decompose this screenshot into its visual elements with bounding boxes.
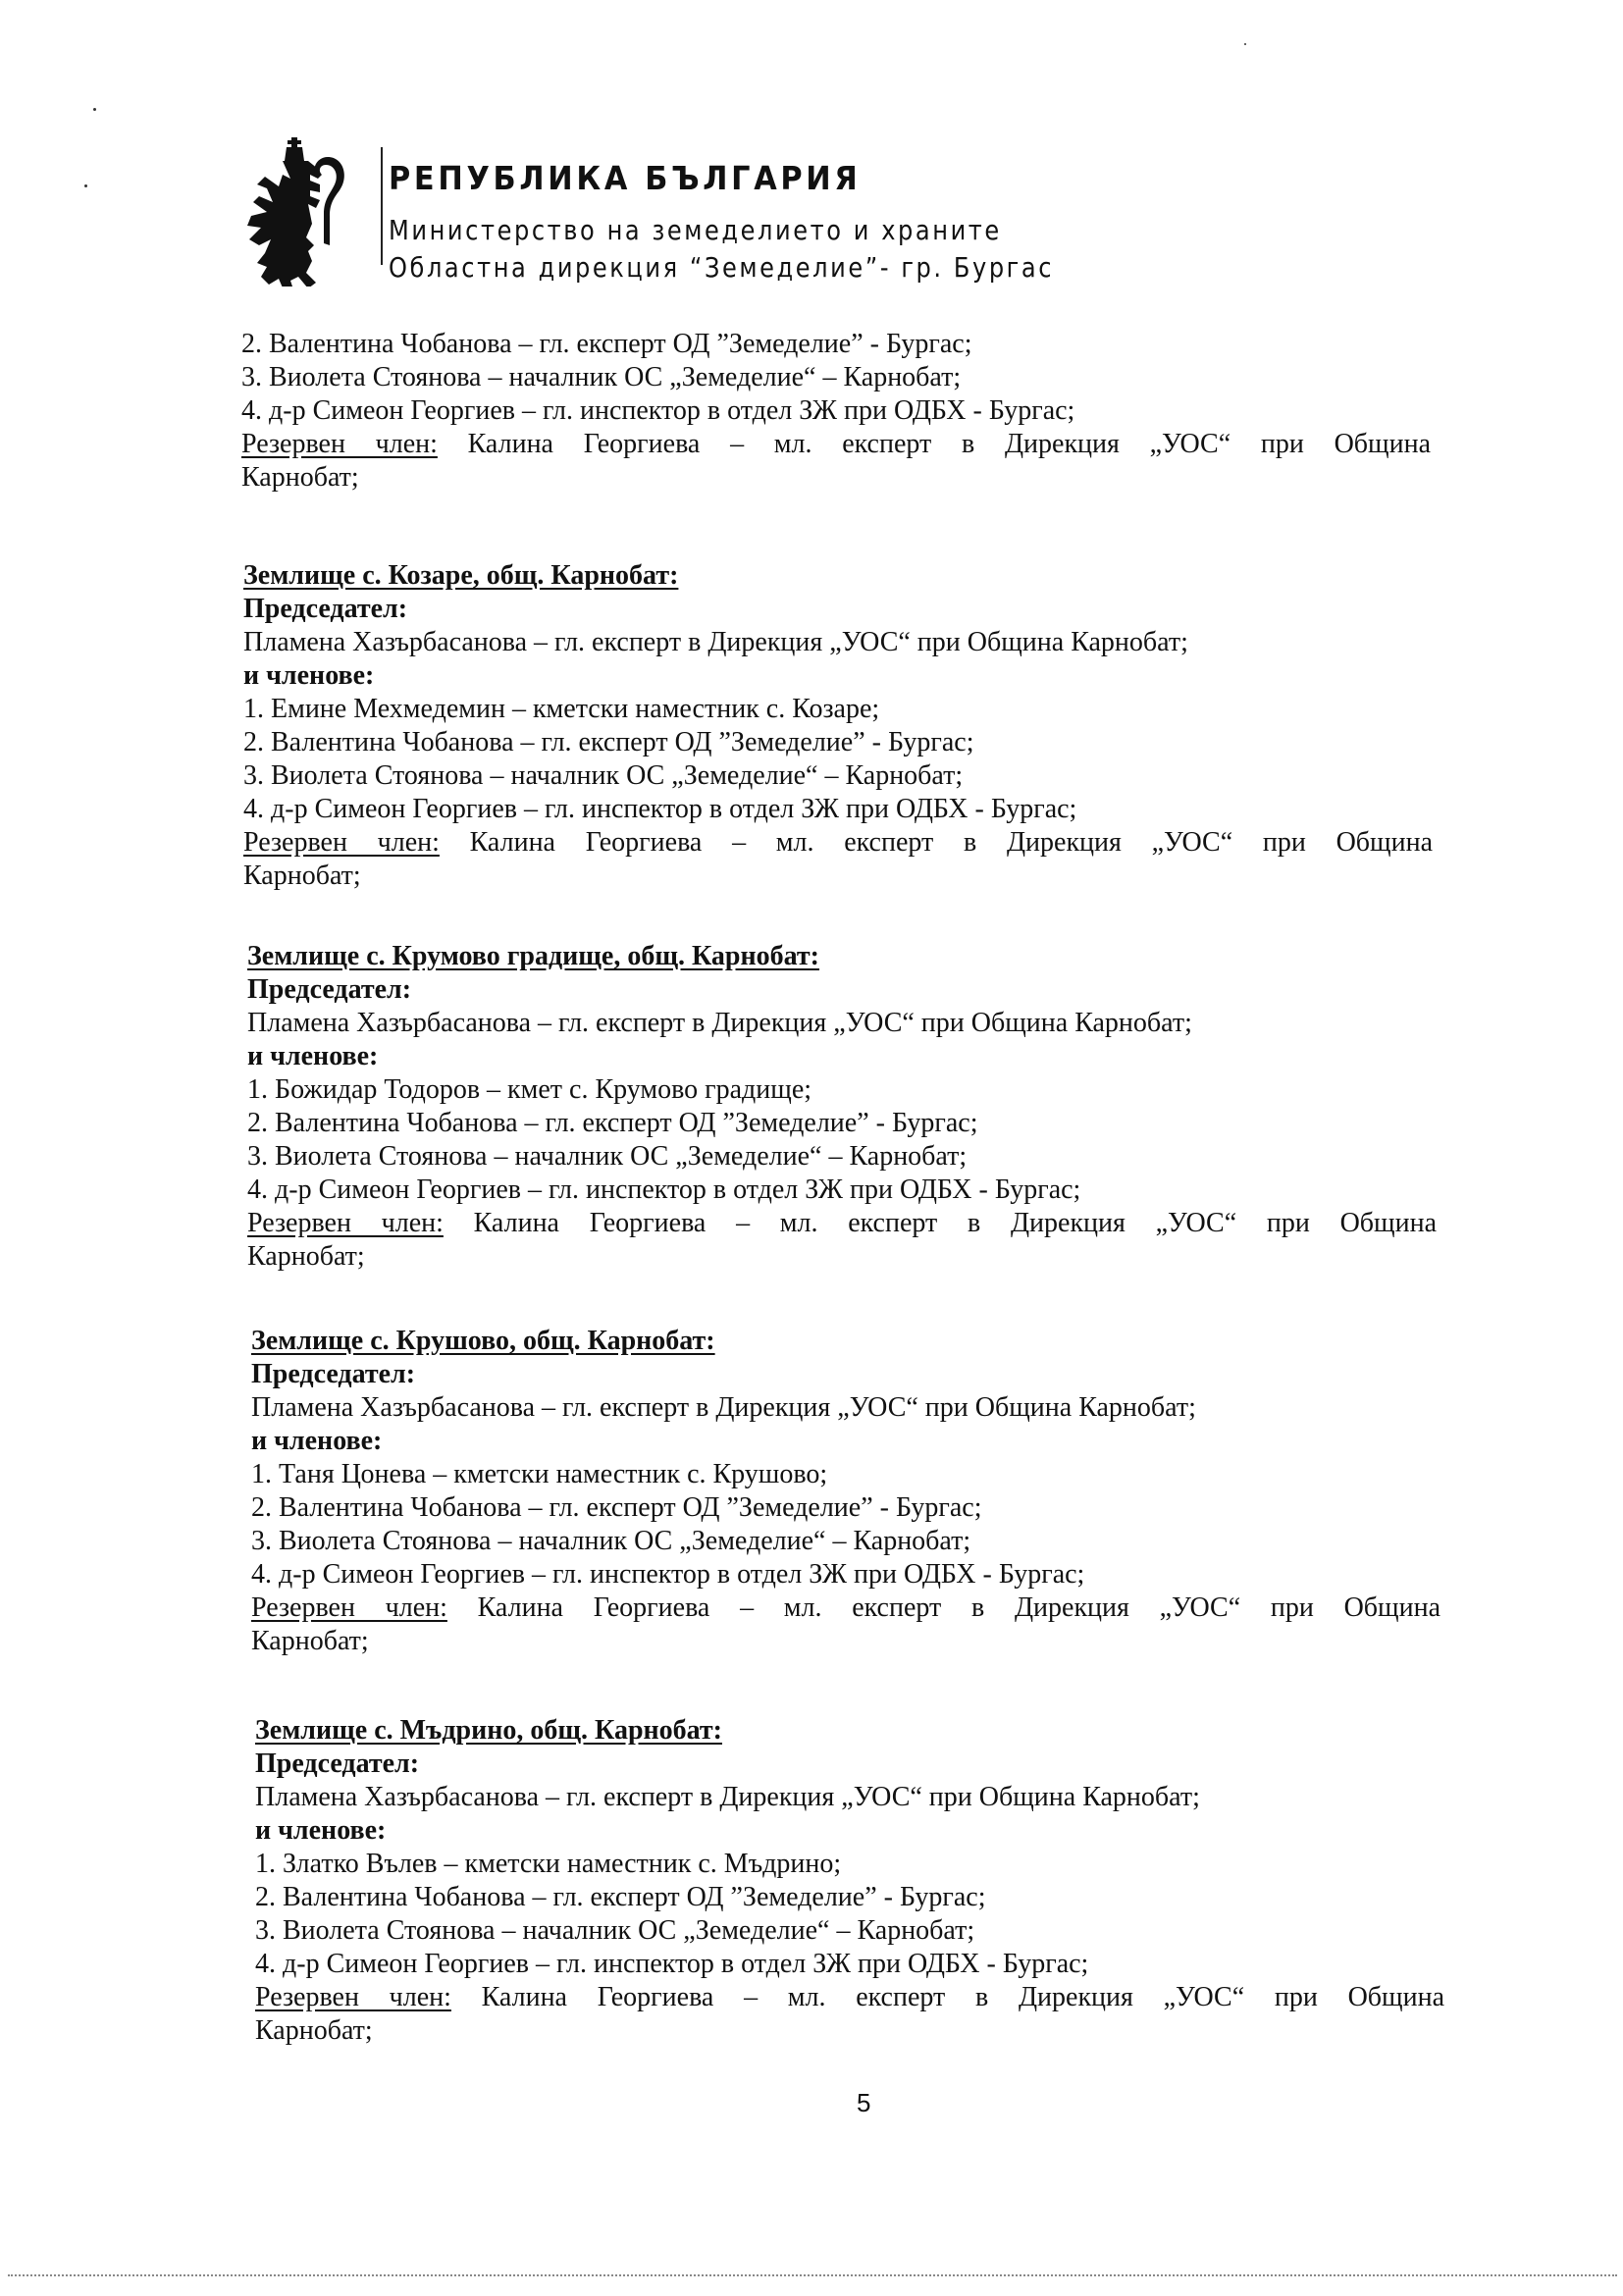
- chair-line: Пламена Хазърбасанова – гл. експерт в Дирекция „УОС“ при Община Карнобат;: [255, 1782, 1200, 1812]
- section-krushovo: [251, 1313, 1458, 1658]
- reserve-text: Калина Георгиева – мл. експерт в Дирекция „УОС“ при Община: [437, 429, 1431, 459]
- section-kozare: [243, 544, 1450, 893]
- member-line: 4. д-р Симеон Георгиев – гл. инспектор в отдел ЗЖ при ОДБХ - Бургас;: [251, 1559, 1085, 1590]
- scan-speck: [1244, 43, 1246, 45]
- chair-label: Председател:: [255, 1748, 420, 1779]
- chair-label: Председател:: [251, 1359, 416, 1389]
- chair-label: Председател:: [243, 594, 408, 624]
- reserve-label: Резервен член:: [255, 1982, 451, 2012]
- member-line: 3. Виолета Стоянова – началник ОС „Земеделие“ – Карнобат;: [251, 1526, 971, 1556]
- reserve-member-tail: Карнобат;: [255, 2015, 373, 2046]
- scan-speck: [84, 184, 87, 187]
- scan-edge-line: [8, 2274, 1617, 2276]
- reserve-member-tail: Карнобат;: [247, 1241, 365, 1272]
- member-line: 2. Валентина Чобанова – гл. експерт ОД ”Земеделие” - Бургас;: [247, 1108, 978, 1138]
- chair-line: Пламена Хазърбасанова – гл. експерт в Дирекция „УОС“ при Община Карнобат;: [247, 1008, 1192, 1038]
- letterhead-divider: [381, 147, 383, 265]
- member-line: 4. д-р Симеон Георгиев – гл. инспектор в отдел ЗЖ при ОДБХ - Бургас;: [241, 395, 1075, 426]
- chair-line: Пламена Хазърбасанова – гл. експерт в Дирекция „УОС“ при Община Карнобат;: [243, 627, 1188, 657]
- members-label: и членове:: [251, 1426, 383, 1456]
- member-line: 3. Виолета Стоянова – началник ОС „Земеделие“ – Карнобат;: [247, 1141, 968, 1172]
- members-label: и членове:: [255, 1815, 387, 1846]
- scan-speck: [93, 108, 96, 111]
- members-label: и членове:: [247, 1041, 379, 1071]
- reserve-member-tail: Карнобат;: [251, 1626, 369, 1656]
- members-label: и членове:: [243, 660, 375, 691]
- reserve-text: Калина Георгиева – мл. експерт в Дирекция „УОС“ при Община: [446, 1592, 1440, 1623]
- reserve-label: Резервен член:: [243, 827, 440, 858]
- section-madrino: [255, 1702, 1462, 2048]
- reserve-member-tail: Карнобат;: [241, 462, 359, 493]
- member-line: 1. Таня Цонева – кметски наместник с. Крушово;: [251, 1459, 828, 1489]
- member-line: 2. Валентина Чобанова – гл. експерт ОД ”Земеделие” - Бургас;: [255, 1882, 986, 1912]
- member-line: 3. Виолета Стоянова – началник ОС „Земеделие“ – Карнобат;: [255, 1915, 975, 1946]
- section-title: Землище с. Козаре, общ. Карнобат:: [243, 560, 679, 591]
- reserve-text: Калина Георгиева – мл. експерт в Дирекция „УОС“ при Община: [443, 1208, 1437, 1238]
- member-line: 1. Златко Вълев – кметски наместник с. Мъдрино;: [255, 1849, 842, 1879]
- reserve-label: Резервен член:: [247, 1208, 444, 1238]
- letterhead-ministry: Министерство на земеделието и храните: [389, 214, 1002, 246]
- member-line: 4. д-р Симеон Георгиев – гл. инспектор в отдел ЗЖ при ОДБХ - Бургас;: [247, 1174, 1081, 1205]
- member-line: 3. Виолета Стоянова – началник ОС „Земеделие“ – Карнобат;: [243, 760, 964, 791]
- bulgarian-lion-emblem-icon: [237, 137, 353, 287]
- chair-line: Пламена Хазърбасанова – гл. експерт в Дирекция „УОС“ при Община Карнобат;: [251, 1392, 1196, 1423]
- page-number: 5: [857, 2088, 871, 2117]
- section-title: Землище с. Мъдрино, общ. Карнобат:: [255, 1715, 722, 1746]
- letterhead-country: РЕПУБЛИКА БЪЛГАРИЯ: [389, 159, 862, 197]
- letterhead-directorate: Областна дирекция “Земеделие”- гр. Бургас: [389, 251, 1055, 284]
- reserve-member-line: [247, 1207, 1437, 1240]
- reserve-member-line: [251, 1592, 1440, 1625]
- reserve-label: Резервен член:: [251, 1592, 447, 1623]
- chair-label: Председател:: [247, 974, 412, 1005]
- member-line: 1. Божидар Тодоров – кмет с. Крумово градище;: [247, 1074, 812, 1105]
- reserve-text: Калина Георгиева – мл. експерт в Дирекция „УОС“ при Община: [439, 827, 1433, 858]
- reserve-member-tail: Карнобат;: [243, 861, 361, 891]
- member-line: 2. Валентина Чобанова – гл. експерт ОД ”Земеделие” - Бургас;: [251, 1492, 982, 1523]
- continuation-block: [241, 328, 1448, 495]
- section-title: Землище с. Крумово градище, общ. Карнобат:: [247, 941, 819, 971]
- section-krumovo-gradishte: [247, 928, 1454, 1274]
- reserve-member-line: [241, 428, 1431, 461]
- member-line: 2. Валентина Чобанова – гл. експерт ОД ”Земеделие” - Бургас;: [243, 727, 974, 757]
- member-line: 4. д-р Симеон Георгиев – гл. инспектор в отдел ЗЖ при ОДБХ - Бургас;: [255, 1949, 1089, 1979]
- member-line: 4. д-р Симеон Георгиев – гл. инспектор в отдел ЗЖ при ОДБХ - Бургас;: [243, 794, 1077, 824]
- reserve-label: Резервен член:: [241, 429, 438, 459]
- reserve-member-line: [255, 1981, 1444, 2014]
- document-body: [241, 328, 1448, 495]
- member-line: 3. Виолета Стоянова – началник ОС „Земеделие“ – Карнобат;: [241, 362, 962, 392]
- member-line: 1. Емине Мехмедемин – кметски наместник с. Козаре;: [243, 694, 880, 724]
- member-line: 2. Валентина Чобанова – гл. експерт ОД ”Земеделие” - Бургас;: [241, 329, 972, 359]
- section-title: Землище с. Крушово, общ. Карнобат:: [251, 1326, 715, 1356]
- reserve-text: Калина Георгиева – мл. експерт в Дирекция „УОС“ при Община: [450, 1982, 1444, 2012]
- reserve-member-line: [243, 826, 1433, 860]
